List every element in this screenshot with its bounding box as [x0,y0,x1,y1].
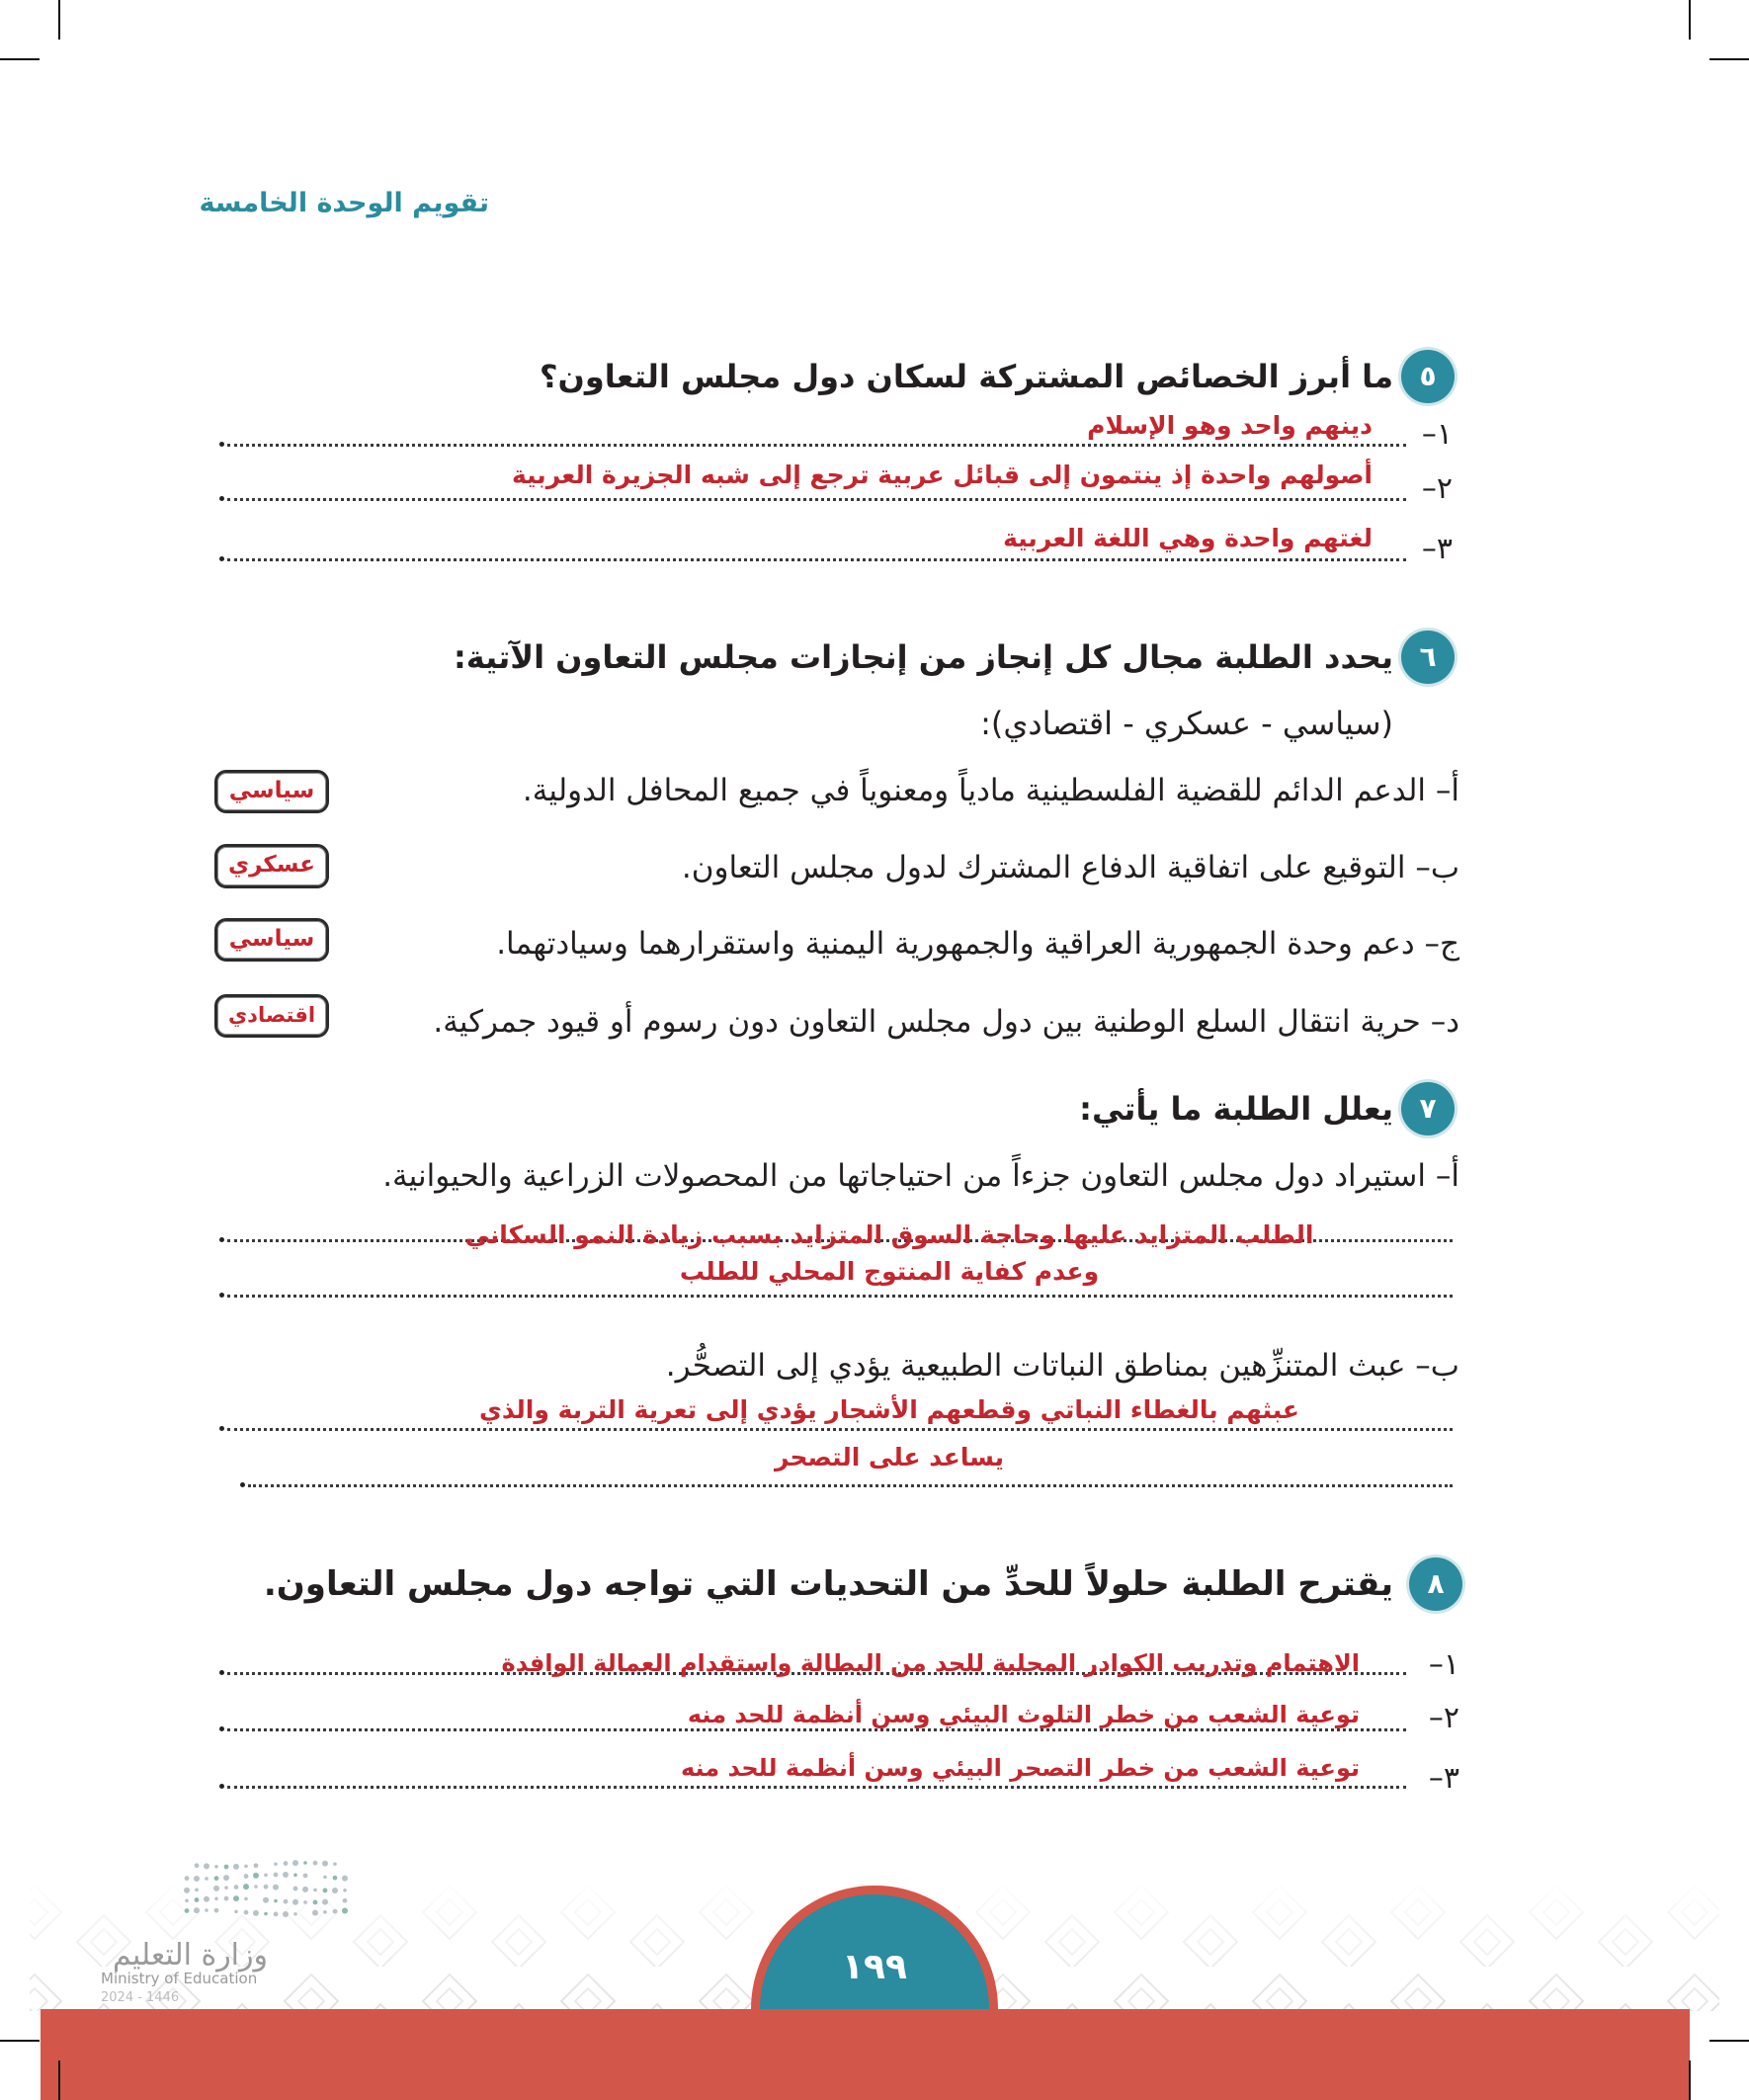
logo-dot [214,1865,218,1869]
logo-dot [205,1877,208,1881]
logo-dot [343,1898,348,1903]
logo-dot [274,1873,279,1878]
logo-dot [185,1908,190,1913]
achievement-item: ب– التوقيع على اتفاقية الدفاع المشترك لدول مجلس التعاون. [681,850,1459,885]
unit-evaluation-title: تقويم الوحدة الخامسة [199,188,489,218]
ministry-logo-icon [181,1858,354,1919]
answer-line [227,1428,1453,1431]
question-text: يعلل الطلبة ما يأتي: [1079,1090,1393,1128]
logo-dot [204,1863,209,1869]
logo-dot [244,1897,248,1901]
ministry-name-english: Ministry of Education [101,1970,258,1987]
answer-label: ١– [1428,1647,1459,1682]
answer-line [227,444,1406,447]
logo-dot [333,1876,338,1881]
logo-dot [184,1888,190,1893]
logo-dot [254,1885,258,1889]
crop-mark [1709,58,1749,60]
answer-label: ٢– [1421,471,1453,506]
logo-dot [333,1862,337,1866]
logo-dot [224,1865,229,1870]
logo-dot [293,1874,297,1878]
logo-dot [195,1897,200,1902]
crop-mark [1689,2060,1691,2100]
logo-dot [233,1895,239,1901]
footer-band [41,2009,1690,2100]
logo-dot [283,1911,289,1917]
logo-dot [264,1912,268,1916]
answer-label: ١– [1421,417,1453,452]
crop-mark [58,0,60,40]
question-text: ما أبرز الخصائص المشتركة لسكان دول مجلس التعاون؟ [539,358,1393,395]
logo-dot [224,1896,229,1901]
logo-dot [284,1861,289,1866]
crop-mark [1689,0,1691,40]
logo-dot [274,1911,279,1916]
logo-dot [243,1884,249,1890]
answer-box: عسكري [214,844,329,888]
answer-text: توعية الشعب من خطر التلوث البيئي وسن أنظمة للحد منه [687,1701,1360,1728]
answer-text: الاهتمام وتدريب الكوادر المحلية للحد من البطالة واستقدام العمالة الوافدة [501,1649,1360,1677]
answer-text: الطلب المتزايد عليها وحاجة السوق المتزايد بسبب زيادة النمو السكاني [464,1220,1314,1249]
logo-dot [214,1876,219,1881]
edition-year: 2024 - 1446 [101,1990,180,2005]
logo-dot [205,1908,208,1912]
reasoning-item: ب– عبث المتنزِّهين بمناطق النباتات الطبيعية يؤدي إلى التصحُّر. [665,1348,1459,1384]
answer-text: دينهم واحد وهو الإسلام [1087,411,1373,440]
logo-dot [273,1885,279,1890]
answer-text: لغتهم واحدة وهي اللغة العربية [1003,524,1373,552]
crop-mark [1709,2040,1749,2042]
logo-dot [254,1863,259,1868]
answer-line [227,1786,1406,1789]
question-number-badge: ٧ [1401,1082,1455,1135]
logo-dot [284,1899,289,1904]
logo-dot [195,1863,200,1868]
logo-dot [244,1865,248,1869]
question-text: يقترح الطلبة حلولاً للحدِّ من التحديات التي تواجه دول مجلس التعاون. [263,1564,1393,1604]
answer-options: (سياسي - عسكري - اقتصادي): [980,705,1393,742]
ministry-name-arabic: وزارة التعليم [112,1938,268,1973]
question-number-badge: ٦ [1401,630,1455,684]
logo-dot [195,1889,199,1892]
logo-dot [323,1876,327,1880]
logo-dot [292,1860,298,1866]
logo-dot [263,1897,269,1903]
logo-dot [264,1885,269,1890]
answer-box: سياسي [214,770,329,813]
answer-text: يساعد على التصحر [774,1443,1005,1471]
logo-dot [253,1873,259,1879]
logo-dot [185,1898,189,1902]
achievement-item: ج– دعم وحدة الجمهورية العراقية والجمهورية اليمنية واستقرارهما وسيادتهما. [496,926,1459,962]
logo-dot [213,1886,219,1891]
page-number: ١٩٩ [842,1947,907,1987]
logo-dot [322,1861,328,1867]
logo-dot [303,1874,308,1879]
logo-dot [333,1909,338,1914]
question-text: يحدد الطلبة مجال كل إنجاز من إنجازات مجلس التعاون الآتية: [453,638,1393,676]
logo-dot [313,1861,318,1866]
logo-dot [194,1907,200,1913]
logo-dot [224,1886,228,1890]
logo-dot [323,1888,328,1892]
answer-text: أصولهم واحدة إذ ينتمون إلى قبائل عربية ترجع إلى شبه الجزيرة العربية [511,461,1373,489]
question-number-badge: ٨ [1409,1557,1462,1611]
logo-dot [274,1899,278,1903]
logo-dot [264,1874,268,1878]
answer-line [227,558,1406,561]
logo-dot [223,1875,229,1881]
logo-dot [234,1885,239,1890]
logo-dot [185,1876,190,1881]
answer-text: توعية الشعب من خطر التصحر البيئي وسن أنظمة للحد منه [680,1754,1360,1782]
logo-dot [293,1912,297,1916]
logo-dot [253,1910,259,1916]
logo-dot [244,1874,249,1879]
answer-box: سياسي [214,918,329,962]
logo-dot [214,1908,219,1913]
logo-dot [302,1887,308,1892]
answer-line [248,1484,1453,1487]
logo-dot [303,1861,307,1865]
answer-text: وعدم كفاية المنتوج المحلي للطلب [679,1257,1100,1286]
logo-dot [342,1907,348,1913]
answer-line [227,498,1406,501]
answer-text: عبثهم بالغطاء النباتي وقطعهم الأشجار يؤدي إلى تعرية التربة والذي [479,1395,1299,1424]
logo-dot [214,1896,218,1900]
logo-dot [283,1872,289,1878]
logo-dot [233,1864,239,1870]
logo-dot [312,1910,318,1916]
logo-dot [323,1910,327,1914]
reasoning-item: أ– استيراد دول مجلس التعاون جزءاً من احتياجاتها من المحصولات الزراعية والحيوانية. [382,1158,1459,1194]
logo-dot [303,1900,307,1904]
answer-label: ٢– [1428,1701,1459,1735]
logo-dot [244,1910,249,1915]
logo-dot [292,1899,298,1905]
logo-dot [234,1910,238,1914]
logo-dot [274,1862,278,1866]
logo-dot [293,1887,298,1891]
answer-line [227,1295,1453,1298]
logo-dot [342,1876,348,1882]
crop-mark [58,2060,60,2100]
crop-mark [0,2040,40,2042]
logo-dot [343,1889,347,1892]
logo-dot [313,1900,318,1905]
answer-label: ٣– [1421,532,1453,566]
answer-box: اقتصادي [214,994,329,1038]
achievement-item: أ– الدعم الدائم للقضية الفلسطينية مادياً ومعنوياً في جميع المحافل الدولية. [522,773,1459,808]
logo-dot [332,1888,338,1893]
logo-dot [194,1876,200,1882]
logo-dot [322,1899,328,1905]
logo-dot [204,1896,209,1902]
achievement-item: د– حرية انتقال السلع الوطنية بين دول مجلس التعاون دون رسوم أو قيود جمركية. [433,1004,1459,1040]
answer-label: ٣– [1428,1761,1459,1796]
logo-dot [313,1889,317,1892]
crop-mark [0,58,40,60]
question-number-badge: ٥ [1401,350,1455,403]
